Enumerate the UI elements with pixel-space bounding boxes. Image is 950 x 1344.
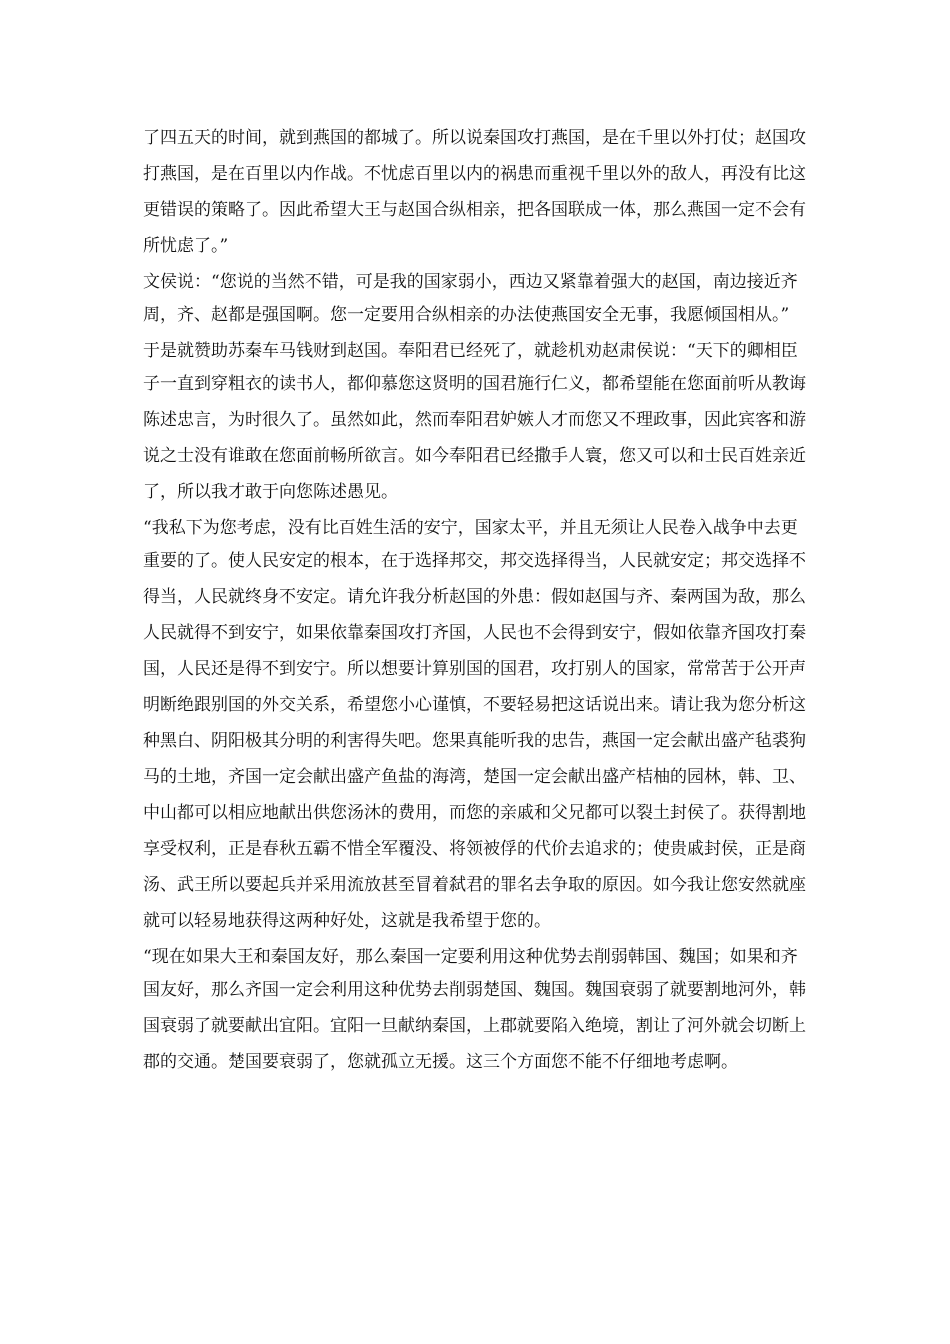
text-line: 就可以轻易地获得这两种好处，这就是我希望于您的。: [143, 911, 551, 931]
text-line: 了，所以我才敢于向您陈述愚见。: [143, 482, 398, 502]
text-line: “我私下为您考虑，没有比百姓生活的安宁，国家太平，并且无须让人民卷入战争中去更: [143, 518, 798, 538]
text-line: 了四五天的时间，就到燕国的都城了。所以说秦国攻打燕国，是在千里以外打仗；赵国攻: [143, 128, 806, 148]
text-line: 国衰弱了就要献出宜阳。宜阳一旦献纳秦国，上郡就要陷入绝境，割让了河外就会切断上: [143, 1016, 806, 1036]
text-line: 人民就得不到安宁，如果依靠秦国攻打齐国，人民也不会得到安宁，假如依靠齐国攻打秦: [143, 623, 806, 643]
text-line: 国友好，那么齐国一定会利用这种优势去削弱楚国、魏国。魏国衰弱了就要割地河外，韩: [143, 980, 806, 1000]
text-line: 郡的交通。楚国要衰弱了，您就孤立无援。这三个方面您不能不仔细地考虑啊。: [143, 1052, 738, 1072]
text-line: 明断绝跟别国的外交关系，希望您小心谨慎，不要轻易把这话说出来。请让我为您分析这: [143, 695, 806, 715]
body-text: [143, 120, 813, 1080]
text-line: 国，人民还是得不到安宁。所以想要计算别国的国君，攻打别人的国家，常常苦于公开声: [143, 659, 806, 679]
text-line: 更错误的策略了。因此希望大王与赵国合纵相亲，把各国联成一体，那么燕国一定不会有: [143, 200, 806, 220]
text-line: 文侯说：“您说的当然不错，可是我的国家弱小，西边又紧靠着强大的赵国，南边接近齐: [143, 272, 798, 292]
text-line: 种黑白、阴阳极其分明的利害得失吧。您果真能听我的忠告，燕国一定会献出盛产毡裘狗: [143, 731, 806, 751]
text-line: 所忧虑了。”: [143, 236, 229, 256]
text-line: 得当，人民就终身不安定。请允许我分析赵国的外患：假如赵国与齐、秦两国为敌，那么: [143, 587, 806, 607]
text-line: 于是就赞助苏秦车马钱财到赵国。奉阳君已经死了，就趁机劝赵肃侯说：“天下的卿相臣: [143, 341, 798, 361]
text-line: 享受权利，正是春秋五霸不惜全军覆没、将领被俘的代价去追求的；使贵戚封侯，正是商: [143, 839, 806, 859]
text-line: 汤、武王所以要起兵并采用流放甚至冒着弑君的罪名去争取的原因。如今我让您安然就座: [143, 875, 806, 895]
text-line: 马的土地，齐国一定会献出盛产鱼盐的海湾，楚国一定会献出盛产桔柚的园林，韩、卫、: [143, 767, 806, 787]
text-line: 重要的了。使人民安定的根本，在于选择邦交，邦交选择得当，人民就安定；邦交选择不: [143, 551, 806, 571]
text-line: 说之士没有谁敢在您面前畅所欲言。如今奉阳君已经撒手人寰，您又可以和士民百姓亲近: [143, 446, 806, 466]
text-line: 中山都可以相应地献出供您汤沐的费用，而您的亲戚和父兄都可以裂土封侯了。获得割地: [143, 803, 806, 823]
text-line: “现在如果大王和秦国友好，那么秦国一定要利用这种优势去削弱韩国、魏国；如果和齐: [143, 947, 798, 967]
text-line: 陈述忠言，为时很久了。虽然如此，然而奉阳君妒嫉人才而您又不理政事，因此宾客和游: [143, 410, 806, 430]
text-line: 打燕国，是在百里以内作战。不忧虑百里以内的祸患而重视千里以外的敌人，再没有比这: [143, 164, 806, 184]
text-line: 周，齐、赵都是强国啊。您一定要用合纵相亲的办法使燕国安全无事，我愿倾国相从。”: [143, 305, 790, 325]
text-line: 子一直到穿粗衣的读书人，都仰慕您这贤明的国君施行仁义，都希望能在您面前听从教诲: [143, 374, 806, 394]
